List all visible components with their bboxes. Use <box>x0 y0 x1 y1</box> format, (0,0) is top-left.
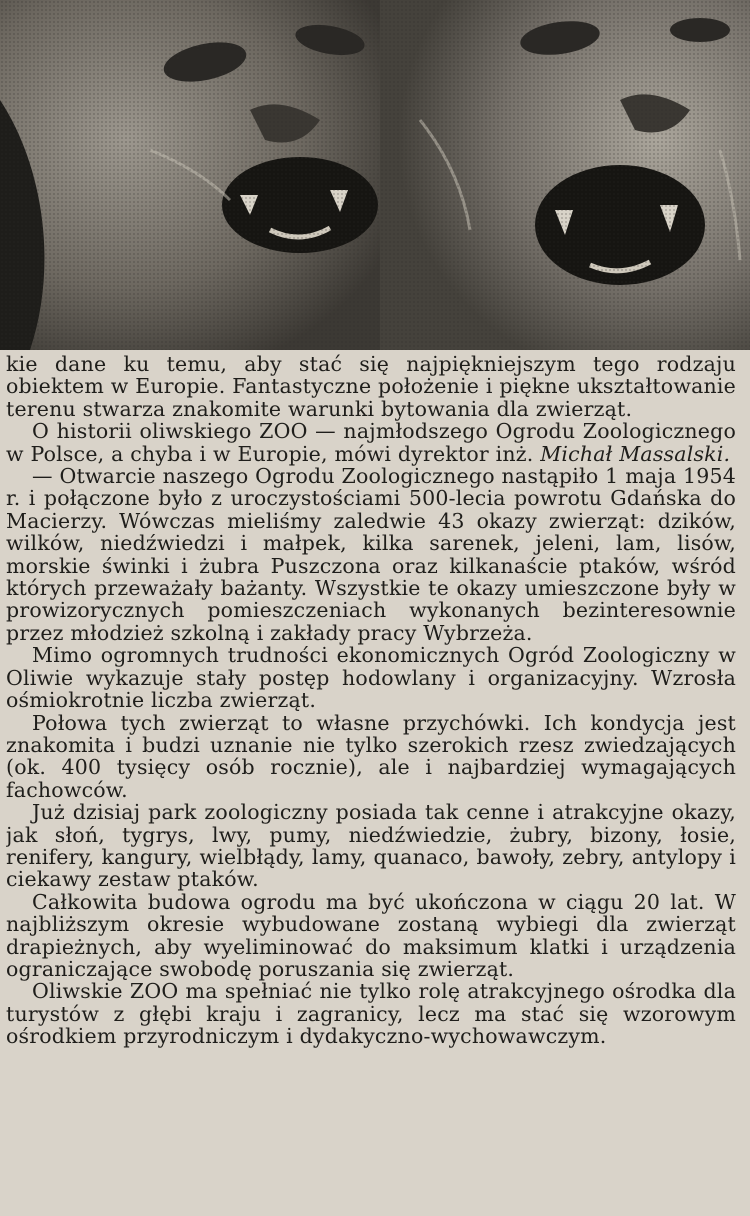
halftone-photo-icon <box>0 0 750 350</box>
article-body <box>6 353 736 1213</box>
paragraph-text: O historii oliwskiego ZOO — najmłodszego Ogrodu Zoologicznego w Polsce, a chyba i w Europie, mówi dyrektor inż. <box>6 419 736 466</box>
paragraph: kie dane ku temu, aby stać się najpiękniejszym tego rodzaju obiektem w Europie. Fantastyczne położenie i piękne ukształtowanie terenu stwarza znakomite warunki bytowania dla zwierząt. <box>6 353 736 421</box>
paragraph: — Otwarcie naszego Ogrodu Zoologicznego nastąpiło 1 maja 1954 r. i połączone było z uroczystościami 500-lecia powrotu Gdańska do Macierzy. Wówczas mieliśmy zaledwie 43 okazy zwierząt: dzików, wilków, niedźwiedzi i małpek, kilka sarenek, jeleni, lam, lisów, morskie świnki i żubra Puszczona oraz kilkanaście ptaków, wśród których przeważały bażanty. Wszystkie te okazy umieszczone były w prowizorycznych pomieszczeniach wykonanych bezinteresownie przez młodzież szkolną i zakłady pracy Wybrzeża. <box>6 464 736 645</box>
paragraph: Już dzisiaj park zoologiczny posiada tak cenne i atrakcyjne okazy, jak słoń, tygrys, lwy, pumy, niedźwiedzie, żubry, bizony, łosie, renifery, kangury, wielbłądy, lamy, quanaco, bawoły, zebry, antylopy i ciekawy zestaw ptaków. <box>6 800 736 892</box>
paragraph: Całkowita budowa ogrodu ma być ukończona w ciągu 20 lat. W najbliższym okresie wybudowane zostaną wybiegi dla zwierząt drapieżnych, aby wyeliminować do maksimum klatki i urządzenia ograniczające swobodę poruszania się zwierząt. <box>6 889 736 981</box>
paragraph-intro-director <box>6 420 736 465</box>
lion-cubs-photo <box>0 0 750 350</box>
paragraph: Połowa tych zwierząt to własne przychówki. Ich kondycja jest znakomita i budzi uznanie nie tylko szerokich rzesz zwiedzających (ok. 400 tysięcy osób rocznie), ale i najbardziej wymagających fachowców. <box>6 710 736 802</box>
director-name: Michał Massalski. <box>540 441 731 466</box>
paragraph: Oliwskie ZOO ma spełniać nie tylko rolę atrakcyjnego ośrodka dla turystów z głębi kraju i zagranicy, lecz ma stać się wzorowym ośrodkiem przyrodniczym i dydakyczno-wychowawczym. <box>6 979 736 1049</box>
paragraph: Mimo ogromnych trudności ekonomicznych Ogród Zoologiczny w Oliwie wykazuje stały postęp hodowlany i organizacyjny. Wzrosła ośmiokrotnie liczba zwierząt. <box>6 643 736 713</box>
